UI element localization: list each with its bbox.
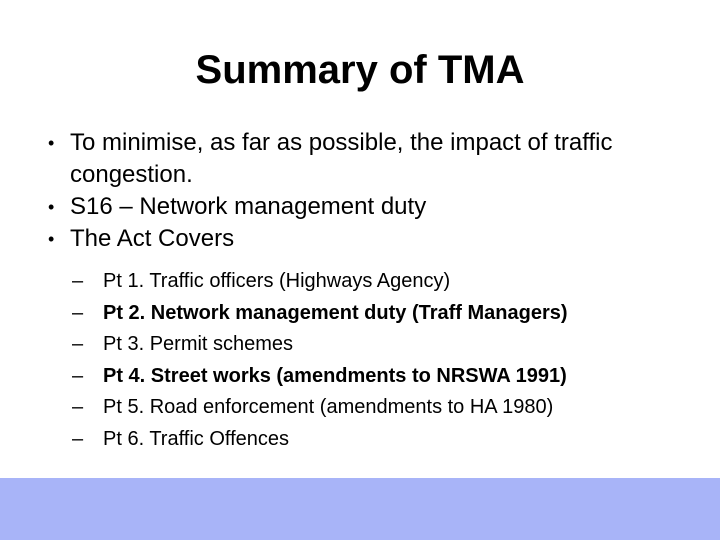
act-part-item — [72, 424, 702, 456]
act-part-item — [72, 392, 702, 424]
act-part-text: Pt 4. Street works (amendments to NRSWA 1991) — [103, 364, 567, 387]
bullet-icon: • — [48, 229, 55, 249]
act-part-text: Pt 3. Permit schemes — [103, 333, 294, 355]
act-part-text: Pt 2. Network management duty (Traff Managers) — [103, 301, 568, 324]
bullet-text: The Act Covers — [70, 225, 235, 252]
act-parts-list — [72, 266, 702, 455]
dash-icon: – — [72, 427, 84, 450]
dash-icon: – — [72, 364, 84, 387]
bullet-text: To minimise, as far as possible, the impact of traffic congestion. — [70, 129, 613, 188]
act-part-item — [72, 329, 702, 361]
act-part-text: Pt 5. Road enforcement (amendments to HA 1980) — [103, 396, 554, 418]
act-part-item — [72, 298, 702, 330]
act-part-item — [72, 361, 702, 393]
bullet-item — [48, 223, 688, 255]
dash-icon: – — [72, 301, 84, 324]
dash-icon: – — [72, 333, 84, 355]
bullet-icon: • — [48, 133, 55, 153]
bullet-icon: • — [48, 197, 55, 217]
dash-icon: – — [72, 270, 84, 292]
slide-title: Summary of TMA — [195, 48, 525, 92]
bullet-item — [48, 191, 688, 223]
bullet-item — [48, 127, 688, 191]
act-part-text: Pt 6. Traffic Offences — [103, 427, 290, 450]
bullet-list — [48, 127, 688, 255]
act-part-text: Pt 1. Traffic officers (Highways Agency) — [103, 270, 451, 292]
act-part-item — [72, 266, 702, 298]
bullet-text: S16 – Network management duty — [70, 193, 427, 220]
footer-band — [0, 478, 720, 540]
dash-icon: – — [72, 396, 84, 418]
